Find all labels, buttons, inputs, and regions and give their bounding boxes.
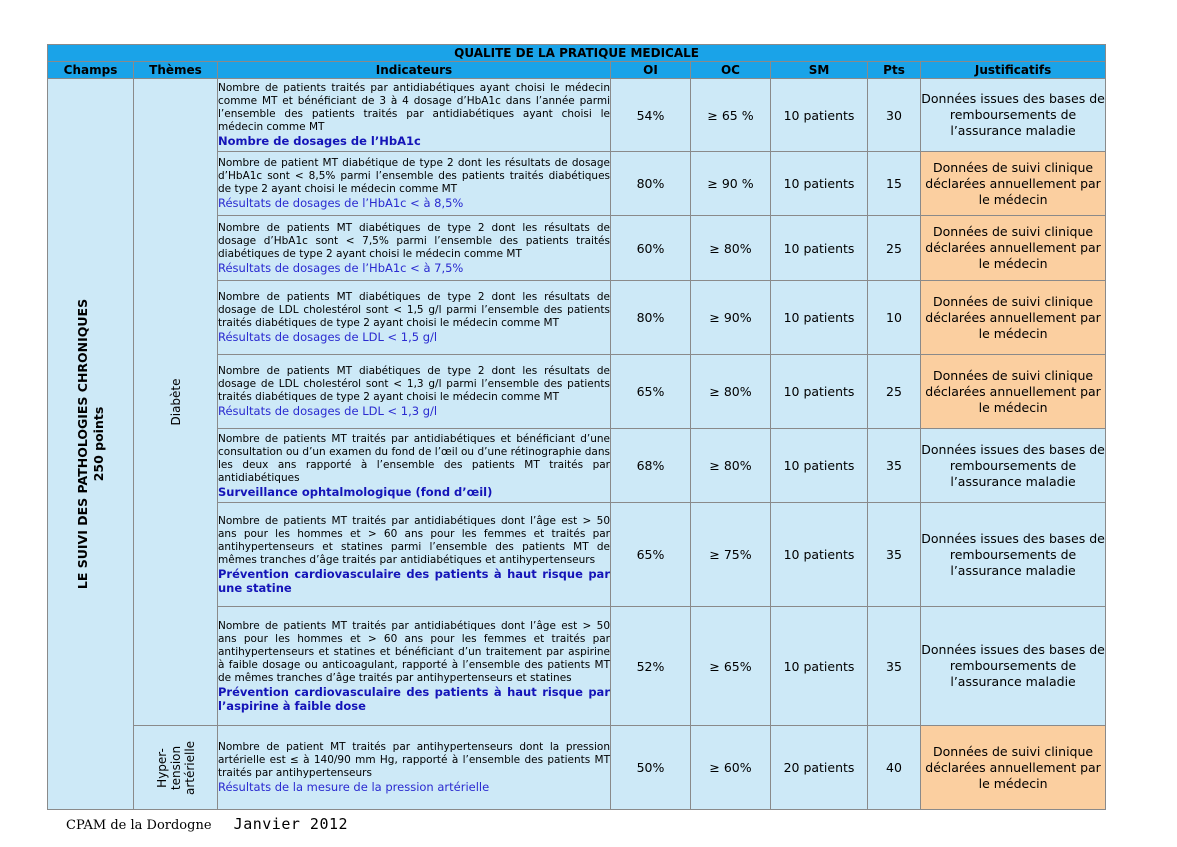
justificatif-cell: Données issues des bases de remboursements de l’assurance maladie <box>921 429 1106 503</box>
pts-value: 25 <box>868 355 921 429</box>
sm-value: 10 patients <box>771 79 868 152</box>
pts-value: 25 <box>868 216 921 281</box>
indicator-cell <box>218 726 611 810</box>
col-header-pts: Pts <box>868 62 921 79</box>
justificatif-cell: Données de suivi clinique déclarées annuellement par le médecin <box>921 726 1106 810</box>
sm-value: 10 patients <box>771 216 868 281</box>
sm-value: 10 patients <box>771 607 868 726</box>
col-header-justificatifs: Justificatifs <box>921 62 1106 79</box>
indicator-cell <box>218 152 611 216</box>
indicator-heading: Prévention cardiovasculaire des patients à haut risque par l’aspirine à faible dose <box>218 684 610 713</box>
indicator-text: Nombre de patients MT diabétiques de type 2 dont les résultats de dosage de LDL cholestérol sont < 1,3 g/l parmi l’ensemble des patients traités diabétiques de type 2 ayant choisi le médecin comme MT <box>218 365 610 403</box>
justificatif-cell: Données issues des bases de remboursements de l’assurance maladie <box>921 607 1106 726</box>
field-label <box>75 299 107 589</box>
field-points: 250 points <box>90 406 106 482</box>
indicator-heading: Résultats de dosages de LDL < 1,5 g/l <box>218 330 438 344</box>
indicator-text: Nombre de patients MT diabétiques de type 2 dont les résultats de dosage de LDL cholestérol sont < 1,5 g/l parmi l’ensemble des patients traités diabétiques de type 2 ayant choisi le médecin comme MT <box>218 291 610 329</box>
table-title: QUALITE DE LA PRATIQUE MEDICALE <box>48 45 1106 62</box>
col-header-oc: OC <box>691 62 771 79</box>
sm-value: 10 patients <box>771 281 868 355</box>
sm-value: 10 patients <box>771 152 868 216</box>
oc-value: ≥ 80% <box>691 429 771 503</box>
pts-value: 10 <box>868 281 921 355</box>
indicator-cell <box>218 355 611 429</box>
pts-value: 35 <box>868 607 921 726</box>
justificatif-cell: Données de suivi clinique déclarées annuellement par le médecin <box>921 152 1106 216</box>
indicator-text: Nombre de patients MT traités par antidiabétiques et bénéficiant d’une consultation ou d’un examen du fond de l’œil ou d’une rétinographie dans les deux ans rapporté à l’ensemble des patients MT traités par antidiabétiques <box>218 432 610 484</box>
indicator-heading: Résultats de la mesure de la pression artérielle <box>218 780 490 794</box>
oc-value: ≥ 60% <box>691 726 771 810</box>
oc-value: ≥ 75% <box>691 503 771 607</box>
oi-value: 80% <box>611 152 691 216</box>
indicator-cell <box>218 216 611 281</box>
page-footer <box>66 815 348 833</box>
oi-value: 68% <box>611 429 691 503</box>
theme-cell-diabete <box>134 79 218 726</box>
oc-value: ≥ 80% <box>691 355 771 429</box>
indicator-cell <box>218 607 611 726</box>
indicator-text: Nombre de patients traités par antidiabétiques ayant choisi le médecin comme MT et bénéficiant de 3 à 4 dosage d’HbA1c dans l’année parmi l’ensemble des patients traités par antidiabétiques ayant choisi le médecin comme MT <box>218 82 610 133</box>
col-header-sm: SM <box>771 62 868 79</box>
justificatif-cell: Données issues des bases de remboursements de l’assurance maladie <box>921 79 1106 152</box>
indicator-cell <box>218 79 611 152</box>
indicator-cell <box>218 503 611 607</box>
pts-value: 35 <box>868 503 921 607</box>
table-row <box>48 726 1106 810</box>
indicator-heading: Nombre de dosages de l’HbA1c <box>218 134 421 148</box>
sm-value: 10 patients <box>771 429 868 503</box>
col-header-oi: OI <box>611 62 691 79</box>
indicator-text: Nombre de patient MT traités par antihypertenseurs dont la pression artérielle est ≤ à 140/90 mm Hg, rapporté à l’ensemble des patients MT traités par antihypertenseurs <box>218 741 610 779</box>
oi-value: 52% <box>611 607 691 726</box>
justificatif-cell: Données de suivi clinique déclarées annuellement par le médecin <box>921 355 1106 429</box>
theme-cell-hypertension <box>134 726 218 810</box>
oi-value: 65% <box>611 503 691 607</box>
col-header-champs: Champs <box>48 62 134 79</box>
oc-value: ≥ 80% <box>691 216 771 281</box>
indicator-heading: Résultats de dosages de l’HbA1c < à 8,5% <box>218 196 464 210</box>
indicator-text: Nombre de patients MT traités par antidiabétiques dont l’âge est > 50 ans pour les hommes et > 60 ans pour les femmes et traités par antihypertenseurs et statines parmi l’ensemble des patients MT de mêmes tranches d’âge traités par antidiabétiques et antihypertenseurs <box>218 514 610 566</box>
justificatif-cell: Données issues des bases de remboursements de l’assurance maladie <box>921 503 1106 607</box>
indicator-heading: Surveillance ophtalmologique (fond d’œil) <box>218 484 493 499</box>
sm-value: 20 patients <box>771 726 868 810</box>
sm-value: 10 patients <box>771 355 868 429</box>
sm-value: 10 patients <box>771 503 868 607</box>
field-title: LE SUIVI DES PATHOLOGIES CHRONIQUES <box>74 298 90 590</box>
footer-date: Janvier 2012 <box>233 815 349 833</box>
indicator-heading: Résultats de dosages de l’HbA1c < à 7,5% <box>218 260 464 275</box>
oc-value: ≥ 90% <box>691 281 771 355</box>
indicator-heading: Prévention cardiovasculaire des patients à haut risque par une statine <box>218 566 610 595</box>
indicator-cell <box>218 281 611 355</box>
indicator-text: Nombre de patient MT diabétique de type 2 dont les résultats de dosage d’HbA1c sont < 8,5% parmi l’ensemble des patients traités diabétiques de type 2 ayant choisi le médecin comme MT <box>218 157 610 195</box>
pts-value: 40 <box>868 726 921 810</box>
oi-value: 60% <box>611 216 691 281</box>
pts-value: 35 <box>868 429 921 503</box>
quality-table <box>47 44 1106 810</box>
oc-value: ≥ 65% <box>691 607 771 726</box>
justificatif-cell: Données de suivi clinique déclarées annuellement par le médecin <box>921 281 1106 355</box>
indicator-text: Nombre de patients MT traités par antidiabétiques dont l’âge est > 50 ans pour les hommes et > 60 ans pour les femmes et traités par antihypertenseurs et statines et bénéficiant d’un traitement par aspirine à faible dosage ou anticoagulant, rapporté à l’ensemble des patients MT de mêmes tranches d’âge traités par antihypertenseurs et statines <box>218 619 610 684</box>
col-header-indicateurs: Indicateurs <box>218 62 611 79</box>
justificatif-cell: Données de suivi clinique déclarées annuellement par le médecin <box>921 216 1106 281</box>
indicator-heading: Résultats de dosages de LDL < 1,3 g/l <box>218 404 438 418</box>
table-row <box>48 79 1106 152</box>
pts-value: 15 <box>868 152 921 216</box>
field-cell <box>48 79 134 810</box>
footer-org: CPAM de la Dordogne <box>66 818 212 833</box>
col-header-themes: Thèmes <box>134 62 218 79</box>
oi-value: 80% <box>611 281 691 355</box>
oi-value: 65% <box>611 355 691 429</box>
oc-value: ≥ 65 % <box>691 79 771 152</box>
oc-value: ≥ 90 % <box>691 152 771 216</box>
theme-label-hypertension: Hyper- tension artérielle <box>154 740 197 795</box>
pts-value: 30 <box>868 79 921 152</box>
theme-label-diabete: Diabète <box>168 378 183 426</box>
oi-value: 50% <box>611 726 691 810</box>
indicator-cell <box>218 429 611 503</box>
oi-value: 54% <box>611 79 691 152</box>
indicator-text: Nombre de patients MT diabétiques de type 2 dont les résultats de dosage d’HbA1c sont < 7,5% parmi l’ensemble des patients traités diabétiques de type 2 ayant choisi le médecin comme MT <box>218 221 610 260</box>
